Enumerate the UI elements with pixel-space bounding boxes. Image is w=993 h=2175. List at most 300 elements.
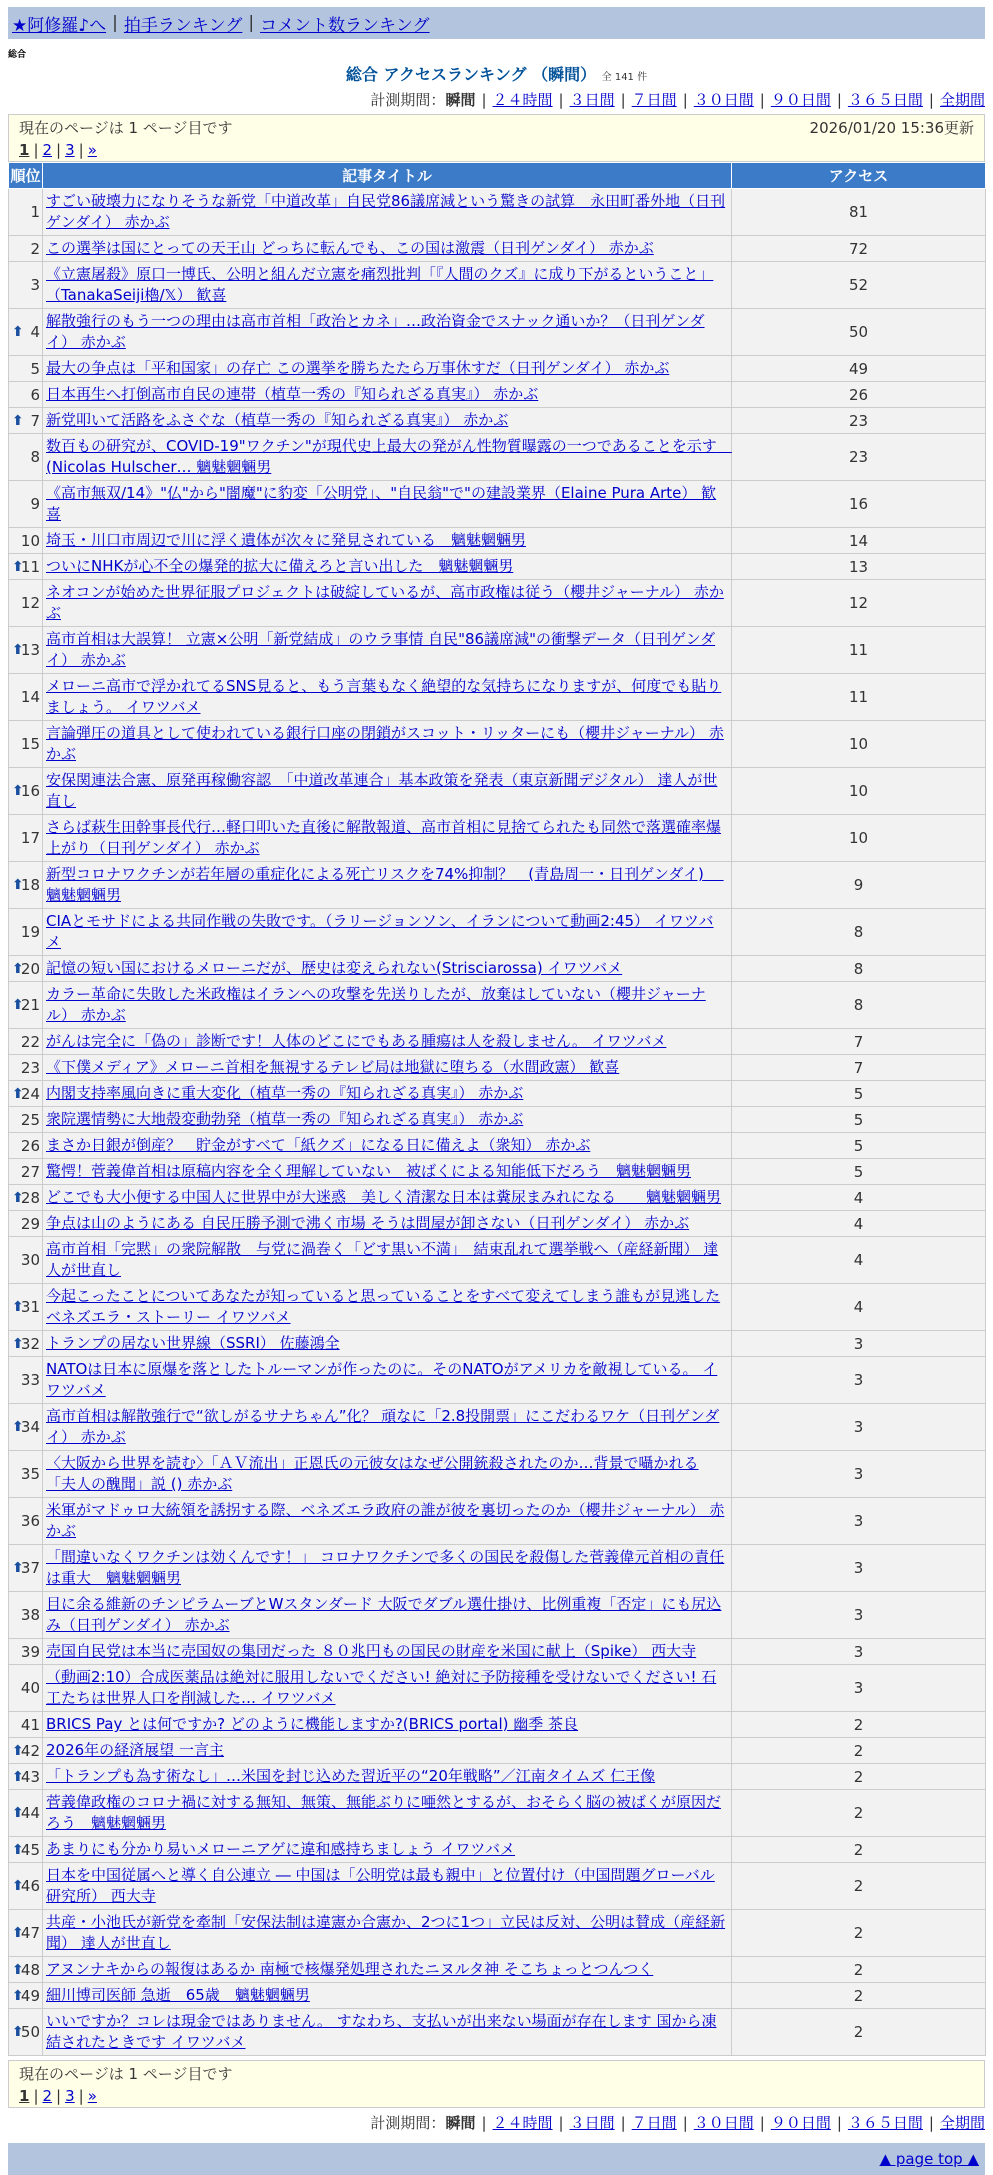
table-row [9, 1357, 986, 1404]
rank-number: 9 [30, 495, 40, 513]
rank-cell [9, 1790, 43, 1837]
period-link[interactable]: ３日間 [569, 91, 615, 109]
period-link[interactable]: ３０日間 [693, 91, 754, 109]
column-header-rank: 順位 [9, 163, 43, 189]
access-count: 3 [732, 1404, 986, 1451]
period-link[interactable]: ３０日間 [693, 2114, 754, 2132]
table-row [9, 674, 986, 721]
table-row [9, 768, 986, 815]
article-link[interactable]: 「トランプも為す術なし」…米国を封じ込めた習近平の“20年戦略”／江南タイムズ 仁王像 [46, 1767, 656, 1785]
nav-separator: | [112, 13, 118, 33]
access-count: 52 [732, 262, 986, 309]
rank-cell [9, 382, 43, 408]
access-count: 23 [732, 408, 986, 434]
article-link[interactable]: 共産・小池氏が新党を牽制「安保法制は違憲か合憲か、2つに1つ」立民は反対、公明は賛成（産経新聞） 達人が世直し [46, 1913, 726, 1952]
access-count: 49 [732, 356, 986, 382]
rank-number: 19 [20, 923, 40, 941]
up-arrow-icon: ⬆ [12, 960, 24, 977]
period-separator: | [620, 2114, 626, 2132]
column-header-title: 記事タイトル [43, 163, 732, 189]
access-count: 26 [732, 382, 986, 408]
pager-separator: | [78, 141, 84, 159]
up-arrow-icon: ⬆ [12, 1768, 24, 1785]
table-row [9, 956, 986, 982]
rank-number: 11 [20, 557, 40, 576]
pager-link[interactable]: 2 [42, 141, 53, 159]
article-link[interactable]: メローニ高市で浮かれてるSNS見ると、もう言葉もなく絶望的な気持ちになりますが、何度でも貼りましょう。 イワツバメ [46, 677, 722, 716]
table-row [9, 356, 986, 382]
period-current: 瞬間 [445, 91, 476, 109]
title-cell [43, 721, 732, 768]
up-arrow-icon: ⬆ [12, 1335, 24, 1352]
up-arrow-icon: ⬆ [12, 1878, 24, 1894]
access-count: 5 [732, 1133, 986, 1159]
title-cell [43, 982, 732, 1029]
period-link[interactable]: ９０日間 [770, 2114, 831, 2132]
pager-link[interactable]: 2 [42, 2087, 53, 2105]
article-link[interactable]: 《下僕メディア》メローニ首相を無視するテレビ局は地獄に堕ちる（水間政憲） 歓喜 [46, 1058, 620, 1076]
rank-number: 30 [20, 1251, 40, 1269]
up-arrow-icon: ⬆ [12, 324, 24, 340]
title-cell [43, 956, 732, 982]
title-cell [43, 1764, 732, 1790]
table-row [9, 1055, 986, 1081]
rank-number: 29 [20, 1214, 40, 1233]
title-cell [43, 1284, 732, 1331]
pagination-bottom [19, 2087, 974, 2105]
access-count: 81 [732, 189, 986, 236]
access-count: 2 [732, 1738, 986, 1764]
table-row [9, 1107, 986, 1133]
rank-cell [9, 1211, 43, 1237]
rank-cell [9, 1712, 43, 1738]
rank-cell [9, 1837, 43, 1863]
home-link[interactable]: ★阿修羅♪へ [12, 15, 107, 36]
article-link[interactable]: 最大の争点は「平和国家」の存亡 この選挙を勝ちたたら万事休すだ（日刊ゲンダイ） 赤かぶ [46, 359, 670, 377]
rank-number: 14 [20, 688, 40, 706]
rank-number: 50 [20, 2023, 40, 2041]
table-row [9, 309, 986, 356]
title-cell [43, 1237, 732, 1284]
access-count: 2 [732, 1910, 986, 1957]
table-row [9, 189, 986, 236]
title-cell [43, 408, 732, 434]
article-link[interactable]: 今起こったことについてあなたが知っていると思っていることをすべて変えてしまう誰もが見逃したベネズエラ・ストーリー イワツバメ [46, 1287, 721, 1326]
rank-cell [9, 1029, 43, 1055]
article-link[interactable]: 「間違いなくワクチンは効くんです！」 コロナワクチンで多くの国民を殺傷した菅義偉元首相の責任は重大 魑魅魍魎男 [46, 1548, 725, 1587]
rank-cell [9, 1764, 43, 1790]
bottom-bar [8, 2143, 985, 2175]
table-row [9, 554, 986, 580]
table-row [9, 1863, 986, 1910]
period-separator: | [759, 2114, 765, 2132]
rank-cell [9, 1237, 43, 1284]
rank-number: 43 [20, 1767, 40, 1786]
rank-number: 4 [30, 323, 40, 341]
article-link[interactable]: 言論弾圧の道具として使われている銀行口座の閉鎖がスコット・リッターにも（櫻井ジャーナル） 赤かぶ [46, 724, 724, 763]
pager-link[interactable]: 3 [65, 2087, 75, 2105]
title-cell [43, 1107, 732, 1133]
article-link[interactable]: 内閣支持率風向きに重大変化（植草一秀の『知られざる真実』） 赤かぶ [46, 1084, 524, 1102]
rank-cell [9, 768, 43, 815]
title-cell [43, 1545, 732, 1592]
article-link[interactable]: まさか日銀が倒産？ 貯金がすべて「紙クズ」になる日に備えよ（衆知） 赤かぶ [46, 1136, 591, 1154]
article-link[interactable]: この選挙は国にとっての天王山 どっちに転んでも、この国は激震（日刊ゲンダイ） 赤かぶ [46, 239, 654, 257]
article-link[interactable]: 安保関連法合憲、原発再稼働容認 「中道改革連合」基本政策を発表（東京新聞デジタル） 達人が世直し [46, 771, 718, 810]
table-row [9, 862, 986, 909]
up-arrow-icon: ⬆ [12, 1085, 24, 1102]
article-link[interactable]: 記憶の短い国におけるメローニだが、歴史は変えられない(Strisciarossa) イワツバメ [46, 959, 623, 977]
rank-cell [9, 236, 43, 262]
article-link[interactable]: 《高市無双/14》"仏"から"闇魔"に豹変「公明党」、"自民翁"で"の建設業界（Elaine Pura Arte） 歓喜 [46, 484, 717, 523]
access-count: 5 [732, 1107, 986, 1133]
rank-number: 27 [20, 1162, 40, 1181]
article-link[interactable]: 日本再生へ打倒高市自民の連帯（植草一秀の『知られざる真実』） 赤かぶ [46, 385, 539, 403]
period-label: 計測期間： [370, 91, 446, 109]
updated-timestamp: 2026/01/20 15:36更新 [809, 119, 974, 137]
rank-cell [9, 1665, 43, 1712]
period-separator: | [558, 2114, 564, 2132]
comment-ranking-link[interactable]: コメント数ランキング [260, 15, 430, 36]
table-row [9, 1159, 986, 1185]
table-row [9, 1133, 986, 1159]
rank-number: 15 [20, 735, 40, 753]
table-row [9, 408, 986, 434]
title-cell [43, 1185, 732, 1211]
table-row [9, 721, 986, 768]
table-row [9, 909, 986, 956]
pager-link[interactable]: 3 [65, 141, 75, 159]
up-arrow-icon: ⬆ [12, 1742, 24, 1759]
period-separator: | [481, 91, 487, 109]
table-row [9, 262, 986, 309]
pagination [19, 141, 974, 159]
article-link[interactable]: 衆院選情勢に大地殻変動勃発（植草一秀の『知られざる真実』） 赤かぶ [46, 1110, 524, 1128]
article-link[interactable]: NATOは日本に原爆を落としたトルーマンが作ったのに。そのNATOがアメリカを敵視している。 イワツバメ [46, 1360, 718, 1399]
period-label: 計測期間： [370, 2114, 446, 2132]
rank-number: 3 [30, 276, 40, 294]
up-arrow-icon: ⬆ [12, 783, 24, 799]
rank-number: 18 [20, 876, 40, 894]
title-cell [43, 1404, 732, 1451]
article-link[interactable]: 高市首相「完黙」の衆院解散 与党に渦巻く「どす黒い不満」 結束乱れて選挙戦へ（産経新聞） 達人が世直し [46, 1240, 719, 1279]
table-row [9, 528, 986, 554]
rank-cell [9, 1592, 43, 1639]
up-arrow-icon: ⬆ [12, 997, 24, 1013]
table-row [9, 1331, 986, 1357]
article-link[interactable]: 目に余る維新のチンピラムーブとWスタンダード 大阪でダブル選仕掛け、比例重複「否定」にも尻込み（日刊ゲンダイ） 赤かぶ [46, 1595, 722, 1634]
article-link[interactable]: あまりにも分かり易いメローニアゲに違和感持ちましょう イワツバメ [46, 1840, 516, 1858]
access-count: 2 [732, 1712, 986, 1738]
title-cell [43, 909, 732, 956]
access-count: 5 [732, 1081, 986, 1107]
page-top-link[interactable]: ▲ page top ▲ [879, 2150, 979, 2168]
article-link[interactable]: （動画2:10）合成医薬品は絶対に服用しないでください! 絶対に予防接種を受けないでください! 石工たちは世界人口を削減した… イワツバメ [46, 1668, 717, 1707]
rank-number: 31 [20, 1298, 40, 1316]
article-link[interactable]: 高市首相は解散強行で“欲しがるサナちゃん”化？ 頑なに「2.8投開票」にこだわるワケ（日刊ゲンダイ） 赤かぶ [46, 1407, 720, 1446]
title-cell [43, 1957, 732, 1983]
period-separator: | [620, 91, 626, 109]
article-link[interactable]: BRICS Pay とは何ですか? どのように機能しますか?(BRICS portal) 幽季 茶良 [46, 1715, 579, 1733]
rank-cell [9, 356, 43, 382]
access-count: 3 [732, 1592, 986, 1639]
article-link[interactable]: 驚愕！菅義偉首相は原稿内容を全く理解していない 被ばくによる知能低下だろう 魑魅魍魎男 [46, 1162, 692, 1180]
rank-cell [9, 909, 43, 956]
table-row [9, 1237, 986, 1284]
article-link[interactable]: 埼玉・川口市周辺で川に浮く遺体が次々に発見されている 魑魅魍魎男 [46, 531, 527, 549]
current-page-text: 現在のページは 1 ページ目です [19, 119, 233, 137]
rank-number: 22 [20, 1032, 40, 1051]
title-cell [43, 382, 732, 408]
access-count: 3 [732, 1357, 986, 1404]
rank-cell [9, 189, 43, 236]
period-selector-bottom [0, 2112, 985, 2133]
article-link[interactable]: 〈大阪から世界を読む〉「ＡＶ流出」正恩氏の元彼女はなぜ公開銃殺されたのか…背景で囁かれる「夫人の醜聞」説 () 赤かぶ [46, 1454, 699, 1493]
rank-number: 38 [20, 1606, 40, 1624]
table-row [9, 434, 986, 481]
rank-cell [9, 1081, 43, 1107]
table-row [9, 1498, 986, 1545]
period-link[interactable]: ３６５日間 [847, 91, 923, 109]
table-row [9, 1837, 986, 1863]
title-cell [43, 815, 732, 862]
access-count: 72 [732, 236, 986, 262]
period-link[interactable]: ２４時間 [492, 91, 553, 109]
period-separator: | [928, 2114, 934, 2132]
table-row [9, 1983, 986, 2009]
rank-number: 36 [20, 1512, 40, 1530]
rank-cell [9, 982, 43, 1029]
article-link[interactable]: さらば萩生田幹事長代行…軽口叩いた直後に解散報道、高市首相に見捨てられたも同然で落選確率爆上がり（日刊ゲンダイ） 赤かぶ [46, 818, 722, 857]
rank-cell [9, 815, 43, 862]
period-link[interactable]: ７日間 [631, 91, 677, 109]
title-cell [43, 1451, 732, 1498]
access-count: 2 [732, 1983, 986, 2009]
pager-separator: | [56, 2087, 62, 2105]
access-count: 2 [732, 1764, 986, 1790]
rank-cell [9, 956, 43, 982]
pager-separator: | [33, 141, 39, 159]
title-cell [43, 1592, 732, 1639]
period-link[interactable]: 全期間 [939, 2114, 985, 2132]
rank-cell [9, 434, 43, 481]
rank-cell [9, 1357, 43, 1404]
title-cell [43, 1665, 732, 1712]
article-link[interactable]: がんは完全に「偽の」診断です！人体のどこにでもある腫瘍は人を殺しません。 イワツバメ [46, 1032, 667, 1050]
article-link[interactable]: ついにNHKが心不全の爆発的拡大に備えろと言い出した 魑魅魍魎男 [46, 557, 514, 575]
title-cell [43, 674, 732, 721]
rank-cell [9, 862, 43, 909]
rank-number: 28 [20, 1188, 40, 1207]
period-link[interactable]: ９０日間 [770, 91, 831, 109]
up-arrow-icon: ⬆ [12, 1987, 24, 2004]
article-link[interactable]: 日本を中国従属へと導く自公連立 ― 中国は「公明党は最も親中」と位置付け（中国問題グローバル研究所） 西大寺 [46, 1866, 715, 1905]
rank-number: 41 [20, 1715, 40, 1734]
rank-number: 48 [20, 1960, 40, 1979]
rank-number: 8 [30, 448, 40, 466]
rank-cell [9, 1451, 43, 1498]
table-row [9, 1957, 986, 1983]
title-cell [43, 1712, 732, 1738]
title-cell [43, 1738, 732, 1764]
rank-cell [9, 309, 43, 356]
title-cell [43, 309, 732, 356]
title-cell [43, 189, 732, 236]
access-count: 50 [732, 309, 986, 356]
access-count: 2 [732, 2009, 986, 2056]
title-cell [43, 1910, 732, 1957]
article-link[interactable]: アヌンナキからの報復はあるか 南極で核爆発処理されたニヌルタ神 そこちょっとつんつく [46, 1960, 654, 1978]
rank-cell [9, 1404, 43, 1451]
title-cell [43, 262, 732, 309]
rank-cell [9, 721, 43, 768]
article-link[interactable]: 2026年の経済展望 一言主 [46, 1741, 224, 1759]
access-count: 3 [732, 1331, 986, 1357]
table-row [9, 1185, 986, 1211]
rank-cell [9, 1983, 43, 2009]
article-link[interactable]: 細川博司医師 急逝 65歳 魑魅魍魎男 [46, 1986, 310, 2004]
up-arrow-icon: ⬆ [12, 642, 24, 658]
up-arrow-icon: ⬆ [12, 1841, 24, 1858]
rank-number: 13 [20, 641, 40, 659]
title-cell [43, 1055, 732, 1081]
access-count: 3 [732, 1545, 986, 1592]
access-count: 3 [732, 1451, 986, 1498]
access-count: 5 [732, 1159, 986, 1185]
article-link[interactable]: すごい破壊力になりそうな新党「中道改革」自民党86議席減という驚きの試算 永田町番外地（日刊ゲンダイ） 赤かぶ [46, 192, 726, 231]
article-link[interactable]: 《立憲屠殺》原口一博氏、公明と組んだ立憲を痛烈批判「『人間のクズ』に成り下がるということ」（TanakaSeiji櫓/𝕏） 歓喜 [46, 265, 714, 304]
title-cell [43, 1498, 732, 1545]
period-link[interactable]: ７日間 [631, 2114, 677, 2132]
article-link[interactable]: 米軍がマドゥロ大統領を誘拐する際、ベネズエラ政府の誰が彼を裏切ったのか（櫻井ジャーナル） 赤かぶ [46, 1501, 725, 1540]
title-cell [43, 481, 732, 528]
rank-cell [9, 1331, 43, 1357]
rank-cell [9, 1107, 43, 1133]
title-cell [43, 1983, 732, 2009]
title-cell [43, 1029, 732, 1055]
article-link[interactable]: 数百もの研究が、COVID-19"ワクチン"が現代史上最大の発がん性物質曝露の一つであることを示す (Nicolas Hulscher… 魑魅魍魎男 [46, 437, 732, 476]
access-count: 3 [732, 1665, 986, 1712]
title-cell [43, 356, 732, 382]
clap-ranking-link[interactable]: 拍手ランキング [123, 15, 243, 36]
table-row [9, 1639, 986, 1665]
rank-cell [9, 528, 43, 554]
table-row [9, 382, 986, 408]
access-count: 10 [732, 768, 986, 815]
rank-number: 5 [30, 359, 40, 378]
period-link[interactable]: ２４時間 [492, 2114, 553, 2132]
table-row [9, 627, 986, 674]
up-arrow-icon: ⬆ [12, 412, 24, 429]
rank-number: 1 [30, 203, 40, 221]
article-link[interactable]: いいですか？コレは現金ではありません。 すなわち、支払いが出来ない場面が存在します 国から凍結されたときです イワツバメ [46, 2012, 717, 2051]
table-row [9, 1712, 986, 1738]
rank-number: 10 [20, 531, 40, 550]
table-row [9, 1790, 986, 1837]
article-link[interactable]: 新型コロナワクチンが若年層の重症化による死亡リスクを74%抑制？ (青島周一・日刊ゲンダイ) 魑魅魍魎男 [46, 865, 724, 904]
up-arrow-icon: ⬆ [12, 1925, 24, 1941]
pager-next-link[interactable]: » [87, 141, 97, 159]
up-arrow-icon: ⬆ [12, 1805, 24, 1821]
total-count: 全 141 件 [601, 72, 648, 83]
article-link[interactable]: CIAとモサドによる共同作戦の失敗です。（ラリージョンソン、イランについて動画2:45） イワツバメ [46, 912, 714, 951]
rank-cell [9, 2009, 43, 2056]
access-count: 10 [732, 721, 986, 768]
rank-number: 47 [20, 1924, 40, 1942]
table-row [9, 1211, 986, 1237]
table-row [9, 580, 986, 627]
period-link[interactable]: ３日間 [569, 2114, 615, 2132]
pager-separator: | [33, 2087, 39, 2105]
rank-number: 42 [20, 1741, 40, 1760]
pager-separator: | [56, 141, 62, 159]
table-row [9, 481, 986, 528]
table-row [9, 1029, 986, 1055]
article-link[interactable]: 新党叩いて活路をふさぐな（植草一秀の『知られざる真実』） 赤かぶ [46, 411, 509, 429]
article-link[interactable]: ネオコンが始めた世界征服プロジェクトは破綻しているが、高市政権は従う（櫻井ジャーナル） 赤かぶ [46, 583, 724, 622]
article-link[interactable]: カラー革命に失敗した米政権はイランへの攻撃を先送りしたが、放棄はしていない（櫻井ジャーナル） 赤かぶ [46, 985, 706, 1024]
article-link[interactable]: 高市首相は大誤算！ 立憲×公明「新党結成」のウラ事情 自民"86議席減"の衝撃データ（日刊ゲンダイ） 赤かぶ [46, 630, 716, 669]
rank-number: 37 [20, 1559, 40, 1577]
title-cell [43, 1837, 732, 1863]
table-row [9, 1592, 986, 1639]
rank-number: 23 [20, 1058, 40, 1077]
period-separator: | [928, 91, 934, 109]
title-cell [43, 627, 732, 674]
article-link[interactable]: 売国自民党は本当に売国奴の集団だった ８０兆円もの国民の財産を米国に献上（Spike） 西大寺 [46, 1642, 697, 1660]
title-cell [43, 1211, 732, 1237]
top-navigation-bar [8, 7, 985, 39]
rank-cell [9, 627, 43, 674]
table-row [9, 1081, 986, 1107]
rank-cell [9, 1957, 43, 1983]
table-row [9, 2009, 986, 2056]
access-count: 3 [732, 1639, 986, 1665]
rank-number: 6 [30, 385, 40, 404]
rank-cell [9, 1284, 43, 1331]
article-link[interactable]: どこでも大小便する中国人に世界中が大迷惑 美しく清潔な日本は糞尿まみれになる 魑魅魍魎男 [46, 1188, 722, 1206]
title-cell [43, 434, 732, 481]
rank-number: 16 [20, 782, 40, 800]
pager-next-link[interactable]: » [87, 2087, 97, 2105]
table-row [9, 1451, 986, 1498]
article-link[interactable]: 解散強行のもう一つの理由は高市首相「政治とカネ」…政治資金でスナック通いか？（日刊ゲンダイ） 赤かぶ [46, 312, 705, 351]
rank-cell [9, 1545, 43, 1592]
rank-number: 2 [30, 239, 40, 258]
rank-cell [9, 580, 43, 627]
rank-cell [9, 674, 43, 721]
table-row [9, 236, 986, 262]
period-separator: | [836, 91, 842, 109]
period-link[interactable]: 全期間 [939, 91, 985, 109]
status-box [8, 114, 985, 162]
rank-number: 7 [30, 411, 40, 430]
rank-number: 32 [20, 1334, 40, 1353]
period-separator: | [836, 2114, 842, 2132]
status-box-bottom [8, 2060, 985, 2108]
period-link[interactable]: ３６５日間 [847, 2114, 923, 2132]
access-count: 14 [732, 528, 986, 554]
article-link[interactable]: トランプの居ない世界線（SSRI） 佐藤鴻全 [46, 1334, 340, 1352]
period-separator: | [481, 2114, 487, 2132]
title-cell [43, 1863, 732, 1910]
article-link[interactable]: 争点は山のようにある 自民圧勝予測で沸く市場 そうは問屋が卸さない（日刊ゲンダイ） 赤かぶ [46, 1214, 690, 1232]
current-page-text: 現在のページは 1 ページ目です [19, 2065, 233, 2083]
article-link[interactable]: 菅義偉政権のコロナ禍に対する無知、無策、無能ぶりに唖然とするが、おそらく脳の被ばくが原因だろう 魑魅魍魎男 [46, 1793, 722, 1832]
rank-number: 21 [20, 996, 40, 1014]
rank-cell [9, 1863, 43, 1910]
rank-number: 40 [20, 1679, 40, 1697]
